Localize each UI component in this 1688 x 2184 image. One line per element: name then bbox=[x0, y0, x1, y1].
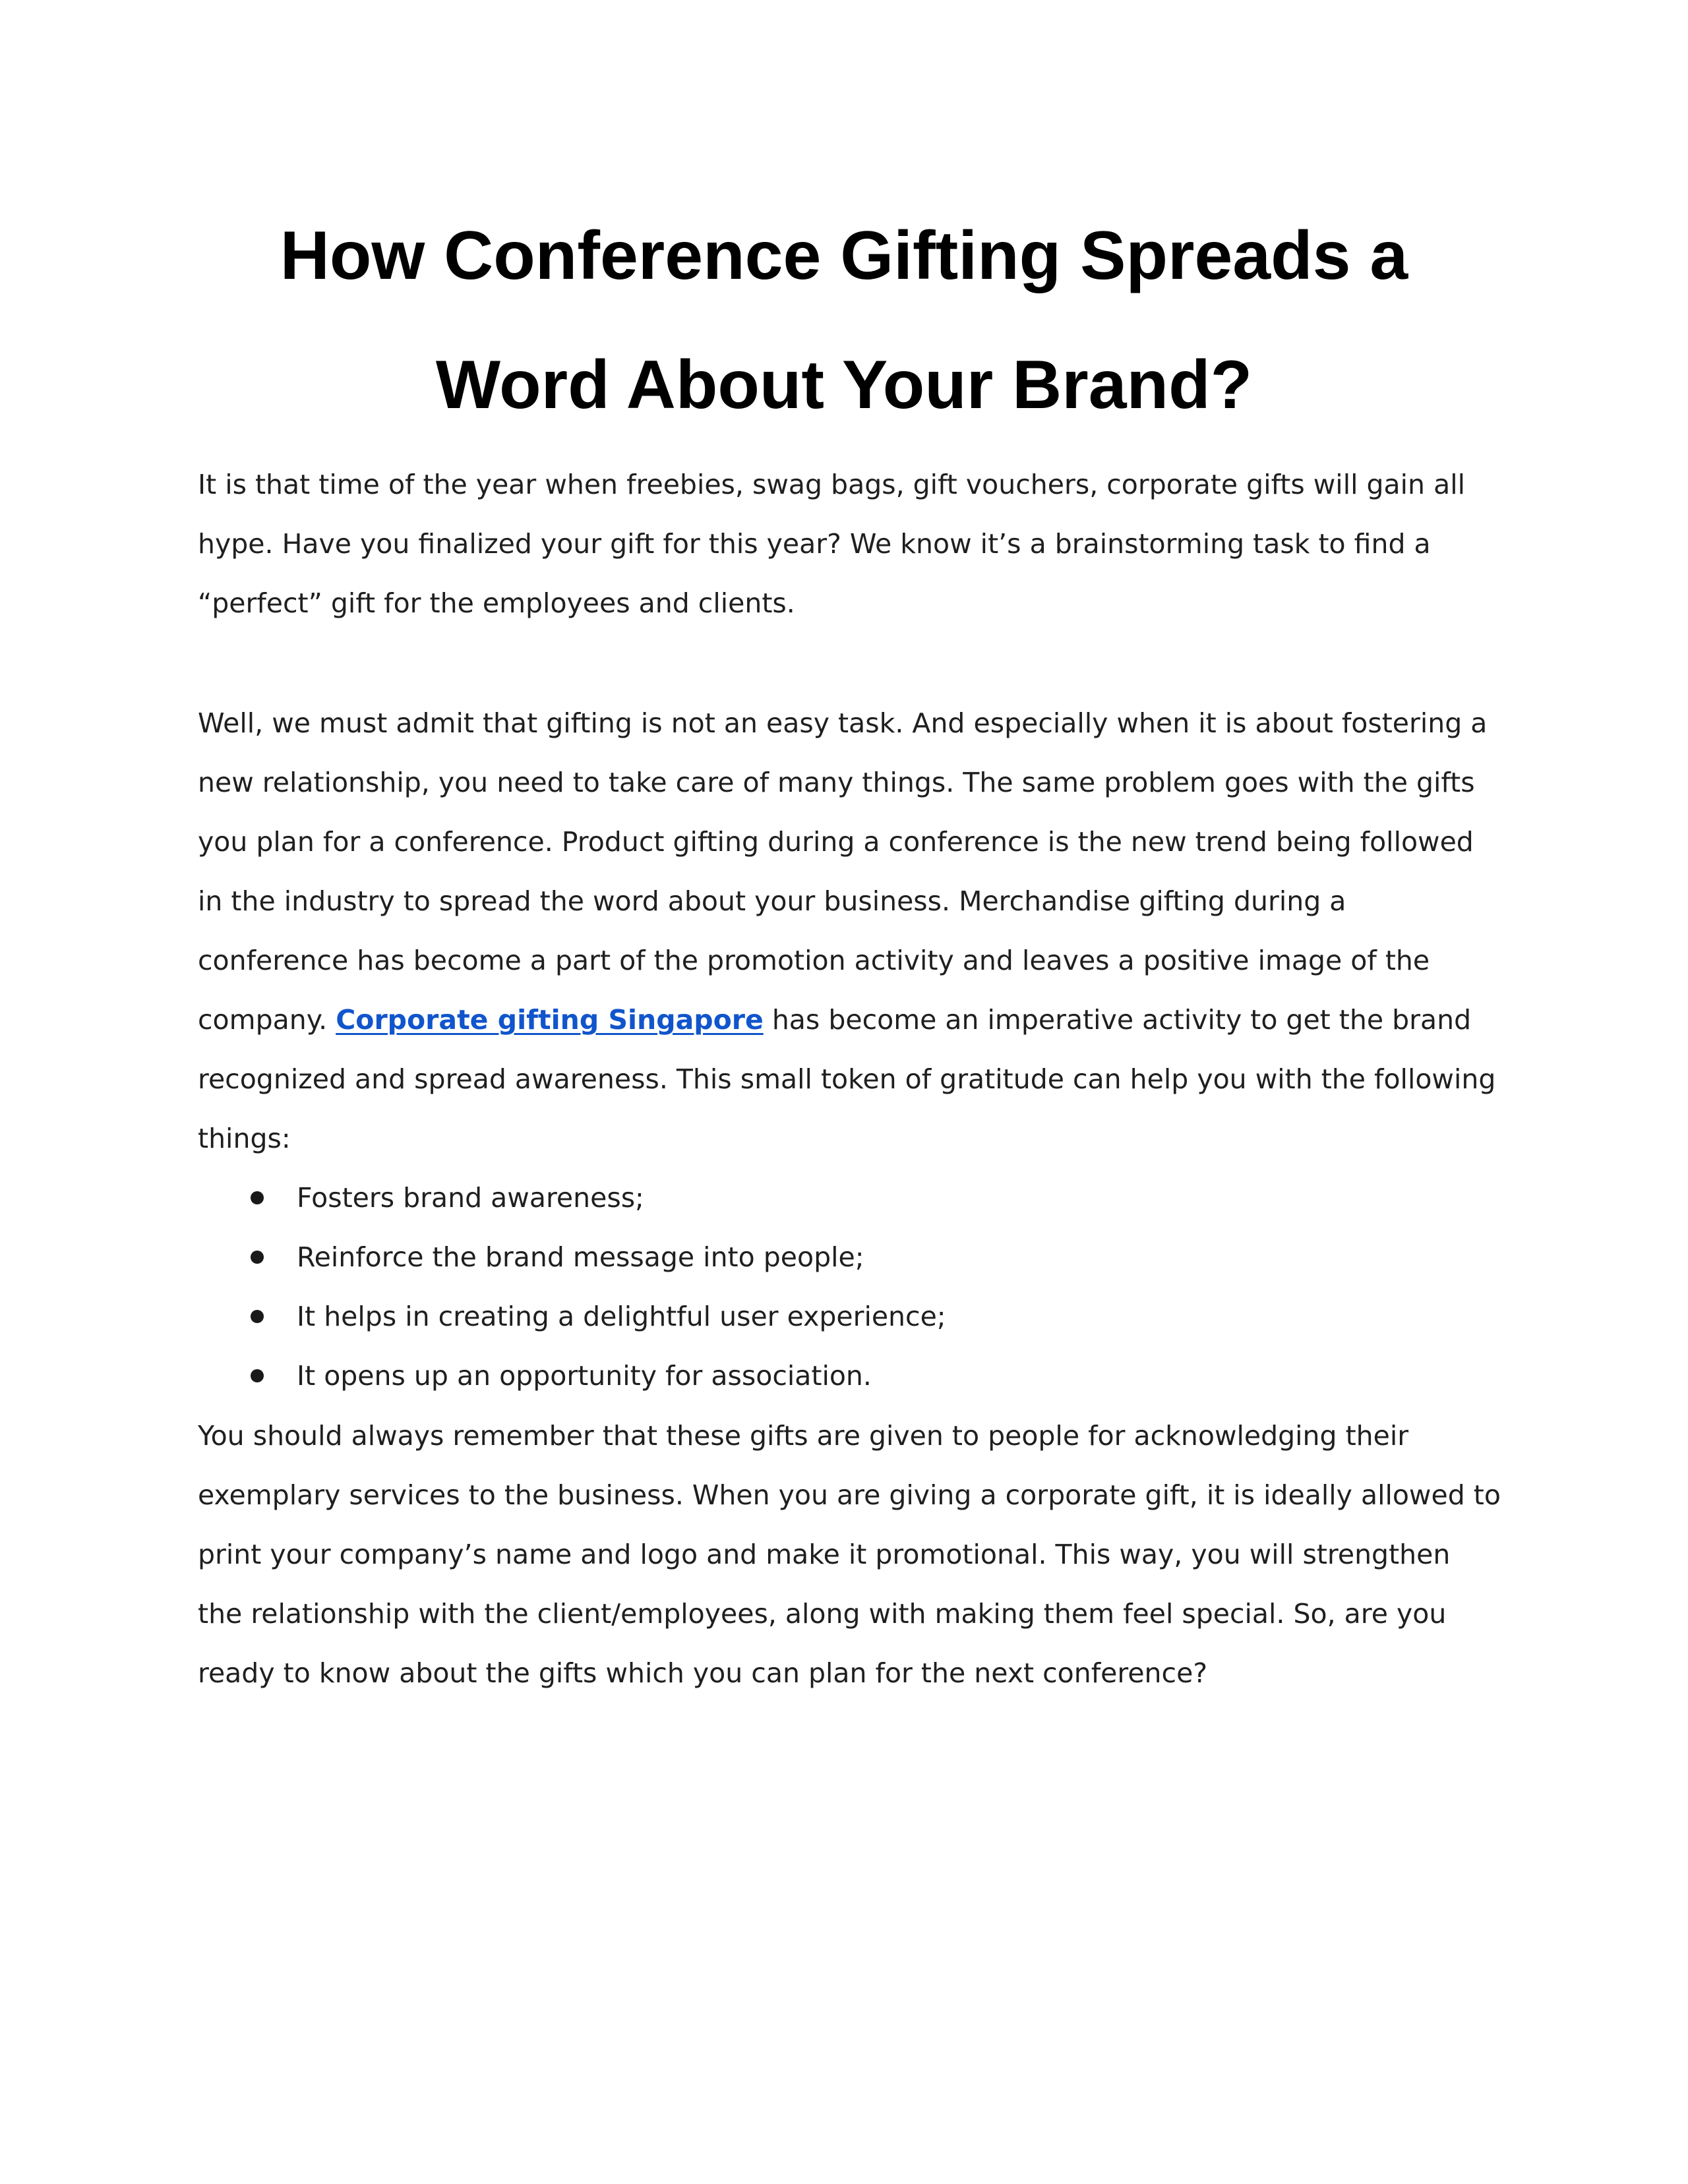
link-line-suffix: has become an imperative activity to get the brand bbox=[763, 1004, 1472, 1036]
paragraph-line: the relationship with the client/employees, along with making them feel special. So, are you bbox=[198, 1598, 1447, 1630]
paragraph-line: ready to know about the gifts which you can plan for the next conference? bbox=[198, 1657, 1208, 1689]
paragraph-line: Well, we must admit that gifting is not an easy task. And especially when it is about fostering a bbox=[198, 707, 1488, 739]
title-line-2: Word About Your Brand? bbox=[435, 347, 1253, 423]
paragraph-line: print your company’s name and logo and make it promotional. This way, you will strengthen bbox=[198, 1539, 1451, 1570]
paragraph-line: hype. Have you finalized your gift for this year? We know it’s a brainstorming task to find a bbox=[198, 528, 1431, 560]
bullet-icon bbox=[251, 1310, 264, 1323]
paragraph-line: in the industry to spread the word about your business. Merchandise gifting during a bbox=[198, 885, 1346, 917]
page-title bbox=[198, 191, 1490, 450]
bullet-icon bbox=[251, 1191, 264, 1204]
paragraph-line: new relationship, you need to take care of many things. The same problem goes with the gifts bbox=[198, 767, 1475, 798]
paragraph-line: things: bbox=[198, 1123, 291, 1154]
corporate-gifting-singapore-link[interactable]: Corporate gifting Singapore bbox=[336, 1004, 764, 1036]
paragraph-line: You should always remember that these gifts are given to people for acknowledging their bbox=[198, 1420, 1409, 1452]
title-line-1: How Conference Gifting Spreads a bbox=[280, 218, 1408, 294]
paragraph-line-with-link bbox=[198, 990, 1471, 1049]
bullet-icon bbox=[251, 1369, 264, 1382]
paragraph-line: “perfect” gift for the employees and clients. bbox=[198, 587, 795, 619]
link-line-prefix: company. bbox=[198, 1004, 336, 1036]
paragraph-line: exemplary services to the business. When you are giving a corporate gift, it is ideally allowed to bbox=[198, 1479, 1501, 1511]
list-item-text: It opens up an opportunity for association. bbox=[297, 1360, 872, 1392]
paragraph-line: recognized and spread awareness. This small token of gratitude can help you with the following bbox=[198, 1063, 1496, 1095]
list-item-text: Fosters brand awareness; bbox=[297, 1182, 644, 1214]
paragraph-line: conference has become a part of the promotion activity and leaves a positive image of the bbox=[198, 945, 1430, 976]
paragraph-line: you plan for a conference. Product gifting during a conference is the new trend being followed bbox=[198, 826, 1474, 858]
paragraph-line: It is that time of the year when freebies, swag bags, gift vouchers, corporate gifts will gain all bbox=[198, 469, 1465, 500]
list-item-text: It helps in creating a delightful user experience; bbox=[297, 1301, 946, 1332]
bullet-icon bbox=[251, 1251, 264, 1264]
list-item-text: Reinforce the brand message into people; bbox=[297, 1241, 864, 1273]
